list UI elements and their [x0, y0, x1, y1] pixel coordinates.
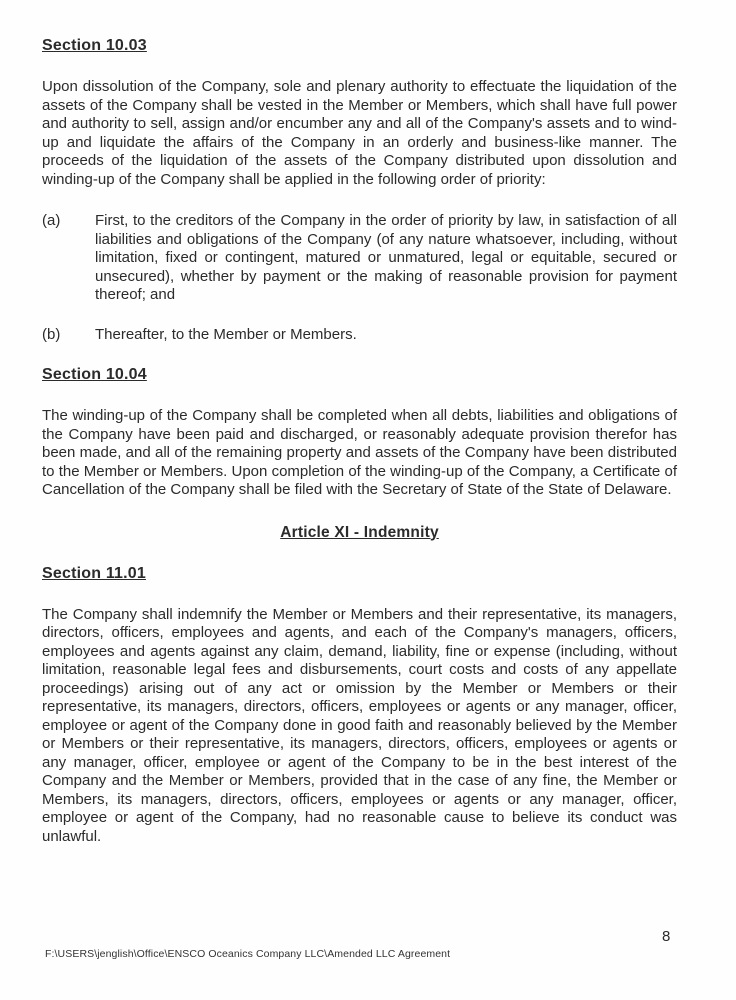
section-11-01-paragraph: The Company shall indemnify the Member or Members and their representative, its managers, directors, officers, employees and agents, and each of the Company's managers, officers, employees and agents against any claim, demand, liability, fine or expense (including, without limitation, reasonable legal fees and disbursements, court costs and costs of any appellate proceedings) arising out of any act or omission by the Member or Members or their representative, its managers, directors, officers, employees or agents or any manager, officer, employee or agent of the Company done in good faith and reasonably believed by the Member or Members or their representative, its managers, directors, officers, employees or agents or any manager, officer, employee or agent of the Company to be in the best interest of the Company and the Member or Members, provided that in the case of any fine, the Member or Members, its managers, directors, officers, employees or agents or any manager, officer, employee or agent of the Company, had no reasonable cause to believe its conduct was unlawful. — [42, 605, 677, 845]
article-xi-heading: Article XI - Indemnity — [280, 523, 439, 541]
document-body — [42, 36, 677, 869]
section-heading-10-03: Section 10.03 — [42, 37, 147, 54]
section-heading-11-01: Section 11.01 — [42, 564, 146, 582]
list-item-a-text: First, to the creditors of the Company in the order of priority by law, in satisfaction of all liabilities and obligations of the Company (of any nature whatsoever, including, without limitation, fixed or contingent, matured or unmatured, legal or equitable, secured or unsecured), whether by payment or the making of reasonable provision for payment thereof; and — [95, 212, 677, 303]
list-item-b-text: Thereafter, to the Member or Members. — [95, 325, 357, 343]
footer-file-path: F:\USERS\jenglish\Office\ENSCO Oceanics Company LLC\Amended LLC Agreement — [45, 948, 451, 960]
section-10-04-paragraph: The winding-up of the Company shall be completed when all debts, liabilities and obligations of the Company have been paid and discharged, or reasonably adequate provision therefor has been made, and all of the remaining property and assets of the Company have been distributed to the Member or Members. Upon completion of the winding-up of the Company, a Certificate of Cancellation of the Company shall be filed with the Secretary of State of the State of Delaware. — [42, 407, 677, 498]
list-item-a-label: (a) — [42, 212, 61, 229]
list-item-b — [42, 326, 677, 345]
section-heading-10-04: Section 10.04 — [42, 366, 147, 383]
section-10-03-paragraph: Upon dissolution of the Company, sole and plenary authority to effectuate the liquidation of the assets of the Company shall be vested in the Member or Members, which shall have full power and authority to sell, assign and/or encumber any and all of the Company's assets and to wind-up and liquidate the affairs of the Company in an orderly and business-like manner. The proceeds of the liquidation of the assets of the Company distributed upon dissolution and winding-up of the Company shall be applied in the following order of priority: — [42, 78, 677, 188]
list-item-b-label: (b) — [42, 325, 61, 343]
list-item-a — [42, 212, 677, 305]
page-number: 8 — [662, 928, 671, 945]
